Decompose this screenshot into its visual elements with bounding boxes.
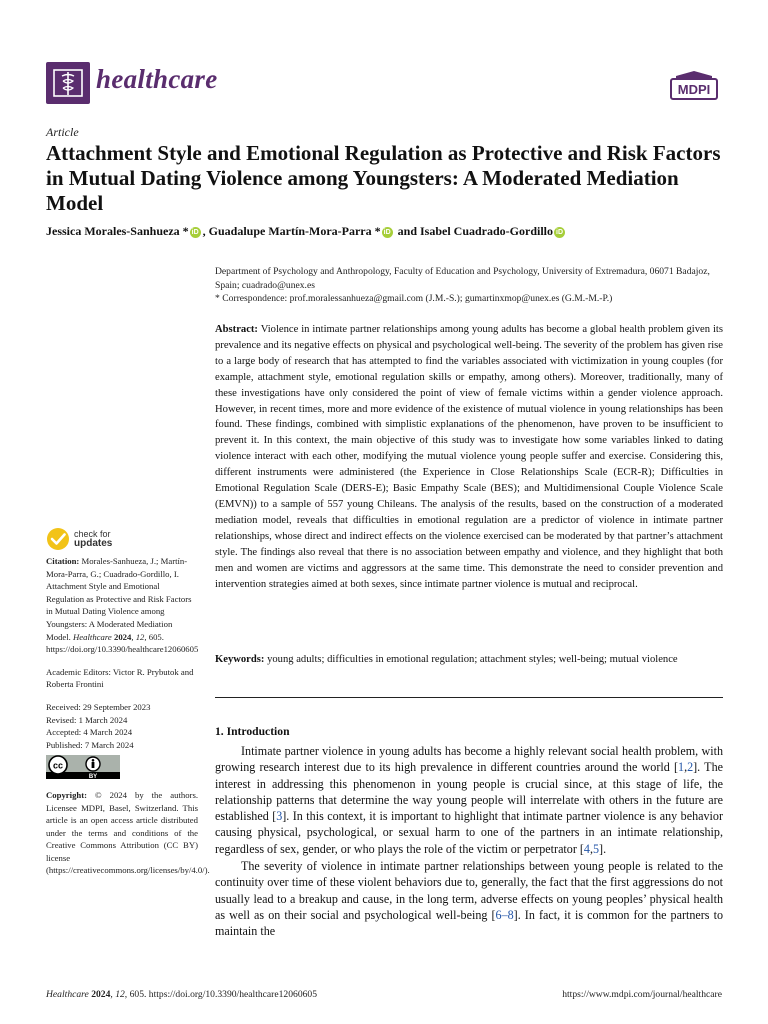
- author-list: [46, 224, 726, 239]
- introduction-body: [215, 743, 723, 940]
- keywords-text: young adults; difficulties in emotional regulation; attachment styles; well-being; mutual violence: [264, 654, 678, 665]
- affiliation: Department of Psychology and Anthropology, Faculty of Education and Psychology, University of Extremadura, 06071 Badajoz, Spain; cuadrado@unex.es: [215, 266, 710, 291]
- journal-name[interactable]: healthcare: [96, 64, 218, 94]
- publisher-name: MDPI: [677, 82, 711, 97]
- author-name[interactable]: , Guadalupe Martín-Mora-Parra *: [202, 224, 381, 238]
- check-updates-button[interactable]: [46, 525, 198, 555]
- abstract-text: Violence in intimate partner relationships among young adults has become a global health problem given its prevalence and its negative effects on physical and psychological well-being. The severity of the problem has given rise to a large body of research that has attempted to find the variables associated with victimization in young couples (for example, attachment style, emotional regulation skills or empathy, among others). Moreover, traditionally, many of these investigations have only considered the point of view of female victims within a gender violence approach. However, in recent times, more and more evidence of the existence of mutual violence in young relationships has been found. These findings, combined with simplistic explanations of the phenomenon, have proven to be insufficient to prevent it. In this context, the main objective of this study was to investigate how some variables linked to dating violence interact with each other, modifying the mutual violence young people suffer and exercise. Considering this, different instruments were administered (the Experience in Close Relationships Scale (ECR-R); Difficulties in Emotional Regulation Scale (DERS-E); Basic Empathy Scale (BES); and Multidimensional Couple Violence Scale (EMVN)) to a sample of 557 young Chileans. The analysis of the results, based on the construction of a moderated mediation model, reveals that difficulties in emotional regulation are a predictor of violence in intimate partner relationships, whose direct and indirect effects on the violence exercised can be moderated by that partner’s attachment style. The findings also reveal that there is no association between empathy and violence, and they highlight that both men and women are victims and aggressors at the same time. This demonstrate the need to consider prevention and intervention strategies aimed at both sexes, since intimate partner violence is mutual and reciprocal.: [215, 324, 723, 590]
- keywords: [215, 652, 723, 668]
- section-divider: [215, 697, 723, 698]
- abstract: [215, 322, 723, 592]
- copyright-notice: Copyright: © 2024 by the authors. Licensee MDPI, Basel, Switzerland. This article is an open access article distributed under the terms and conditions of the Creative Commons Attribution (CC BY) license (https://creativecommons.org/licenses/by/4.0/).: [46, 789, 210, 876]
- cc-by-license-icon[interactable]: [46, 755, 120, 779]
- academic-editors: Academic Editors: Victor R. Prybutok and Roberta Frontini: [46, 666, 194, 690]
- keywords-label: Keywords:: [215, 654, 265, 665]
- citation-link[interactable]: 3: [276, 809, 283, 824]
- article-type: Article: [46, 125, 79, 139]
- caduceus-icon: [46, 62, 90, 104]
- orcid-icon[interactable]: iD: [191, 229, 199, 236]
- page-footer: [46, 989, 722, 1003]
- doi-link[interactable]: , 605. https://doi.org/10.3390/healthcare12060605: [46, 631, 199, 655]
- citation-link[interactable]: 4: [583, 841, 590, 856]
- correspondence: * Correspondence: prof.moralessanhueza@gmail.com (J.M.-S.); gumartinxmop@unex.es (G.M.-M.-P.): [215, 293, 613, 304]
- cc-by-label: BY: [88, 774, 98, 780]
- abstract-label: Abstract:: [215, 324, 258, 335]
- paragraph: The severity of violence in intimate partner relationships between young people is related to the continuity over time of these violent behaviors due to, generally, the fact that the first aggressions do not usually lead to a breakup and cause, in the long term, adverse effects on young peoples’ physical health as well as on their social and psychological well-being [6–8]. In fact, it is common for the partners to maintain the: [215, 859, 723, 939]
- author-name[interactable]: Jessica Morales-Sanhueza *: [46, 224, 189, 238]
- section-heading: 1. Introduction: [215, 725, 290, 738]
- journal-header: [46, 62, 722, 106]
- received-date: Received: 29 September 2023: [46, 701, 151, 712]
- check-updates-label: check for: [74, 529, 111, 539]
- citation: Citation: Morales-Sanhueza, J.; Martín-Mora-Parra, G.; Cuadrado-Gordillo, I. Attachment Style and Emotional Regulation as Protective and Risk Factors in Mutual Dating Violence among Youngsters: A Moderated Mediation Model. Healthcare 2024, 12, 605. https://doi.org/10.3390/healthcare12060605: [46, 556, 199, 655]
- mdpi-logo[interactable]: [666, 70, 722, 102]
- published-date: Published: 7 March 2024: [46, 739, 134, 750]
- check-updates-label: updates: [74, 538, 113, 549]
- svg-text:cc: cc: [52, 760, 64, 771]
- journal-url-link[interactable]: https://www.mdpi.com/journal/healthcare: [562, 989, 722, 1000]
- footer-citation[interactable]: Healthcare 2024, 12, 605. https://doi.org/10.3390/healthcare12060605: [46, 989, 318, 1000]
- citation-link[interactable]: 5: [593, 841, 600, 856]
- revised-date: Revised: 1 March 2024: [46, 714, 128, 725]
- accepted-date: Accepted: 4 March 2024: [46, 727, 133, 738]
- citation-link[interactable]: 2: [687, 760, 694, 775]
- sidebar: [46, 525, 210, 877]
- paragraph: Intimate partner violence in young adults has become a highly relevant social health problem, with growing research interest due to its high prevalence in different countries around the world [1,2]. The interest in addressing this phenomenon in young people is crucial since, at this stage of life, the relationship patterns that determine the way young people will interrelate with others in the future are established [3]. In this context, it is important to highlight that intimate partner violence is any behavior causing physical, psychological, or sexual harm to one of the partners in an intimate relationship, regardless of sex, gender, or who plays the role of the victim or perpetrator [4,5].: [215, 744, 723, 856]
- citation-link[interactable]: 6–8: [495, 907, 514, 922]
- orcid-icon[interactable]: iD: [556, 229, 564, 236]
- orcid-icon[interactable]: iD: [383, 229, 391, 236]
- affiliations: [215, 265, 725, 306]
- citation-link[interactable]: 1: [678, 760, 685, 775]
- author-name[interactable]: and Isabel Cuadrado-Gordillo: [394, 224, 554, 238]
- article-title: Attachment Style and Emotional Regulation as Protective and Risk Factors in Mutual Dating Violence among Youngsters: A Moderated Mediation Model: [46, 141, 721, 215]
- check-updates-icon: [46, 527, 70, 551]
